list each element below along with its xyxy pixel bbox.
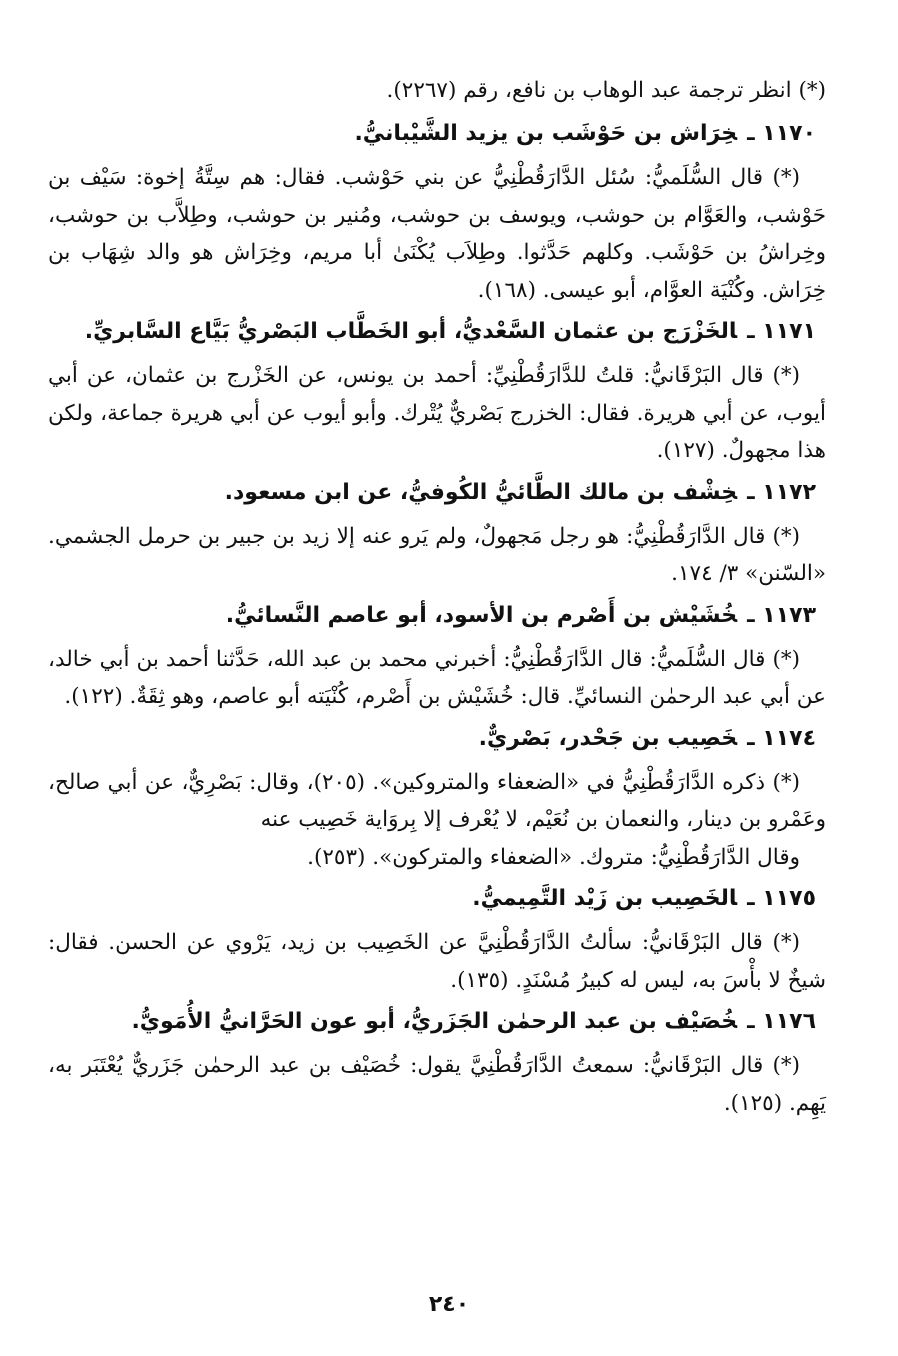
entry-title: خُشَيْش بن أَصْرم بن الأسود، أبو عاصم النَّسائيُّ. bbox=[225, 602, 738, 628]
entry-heading bbox=[48, 478, 816, 508]
entry-body: (*) قال البَرْقَانيُّ: قلتُ للدَّارَقُطْنِيِّ: أحمد بن يونس، عن الخَزْرج بن عثمان، عن أبي أيوب، عن أبي هريرة. فقال: الخزرج بَصْريٌّ يُتْرك. وأبو أيوب عن أبي هريرة جماعة، ولكن هذا مجهولٌ. (١٢٧). bbox=[48, 363, 826, 463]
entry-body-continuation: وقال الدَّارَقُطْنِيُّ: متروك. «الضعفاء والمتركون». (٢٥٣). bbox=[307, 844, 800, 870]
entry-body: (*) قال البَرْقَانيُّ: سألتُ الدَّارَقُطْنِيَّ عن الخَصِيب بن زيد، يَرْوي عن الحسن. فقال: شيخٌ لا بأْسَ به، ليس له كبيرُ مُسْنَدٍ. (١٣٥). bbox=[48, 930, 826, 993]
entry-title: خَصِيب بن جَحْدر، بَصْريٌّ. bbox=[478, 725, 738, 751]
entry-heading bbox=[48, 317, 816, 347]
entry-1176 bbox=[48, 1007, 826, 1122]
entry-title: الخَصِيب بن زَيْد التَّمِيميُّ. bbox=[472, 886, 738, 911]
page-number: ٢٤٠ bbox=[428, 1292, 470, 1317]
entry-1174 bbox=[48, 724, 826, 877]
entry-number: ١١٧٢ ـ bbox=[747, 479, 816, 505]
entry-title: خِشْف بن مالك الطَّائيُّ الكُوفيُّ، عن ابن مسعود. bbox=[224, 479, 738, 505]
entry-heading bbox=[48, 884, 816, 914]
entry-number: ١١٧١ ـ bbox=[747, 319, 816, 344]
entry-title: الخَزْرَج بن عثمان السَّعْديُّ، أبو الخَطَّاب البَصْريُّ بَيَّاع السَّابريِّ. bbox=[84, 319, 738, 344]
entry-1170 bbox=[48, 119, 826, 309]
entry-number: ١١٧٤ ـ bbox=[747, 725, 816, 751]
entry-1173 bbox=[48, 601, 826, 716]
entry-1172 bbox=[48, 478, 826, 593]
entry-number: ١١٧٣ ـ bbox=[747, 602, 816, 628]
entry-body bbox=[48, 764, 826, 877]
entry-heading bbox=[48, 1007, 816, 1037]
entry-heading bbox=[48, 601, 816, 631]
entry-number: ١١٧٠ ـ bbox=[747, 121, 816, 146]
entry-heading bbox=[48, 724, 816, 754]
entry-body: (*) قال السُّلَميُّ: قال الدَّارَقُطْنِيُّ: أخبرني محمد بن عبد الله، حَدَّثنا أحمد بن أبي خالد، عن أبي عبد الرحمٰن النسائيِّ. قال: خُشَيْش بن أَصْرم، كُنْيَته أبو عاصم، وهو ثِقَةٌ. (١٢٢). bbox=[48, 646, 826, 709]
entry-heading bbox=[48, 119, 816, 149]
entry-1171 bbox=[48, 317, 826, 470]
entry-number: ١١٧٥ ـ bbox=[747, 886, 816, 911]
entry-body-text: (*) ذكره الدَّارَقُطْنِيُّ في «الضعفاء والمتروكين». (٢٠٥)، وقال: بَصْرِيٌّ، عن أبي صالح، وعَمْرو بن دينار، والنعمان بن نُعَيْم، لا يُعْرف إلا بِروَاية خَصِيب عنه bbox=[48, 769, 826, 832]
entry-number: ١١٧٦ ـ bbox=[747, 1009, 816, 1034]
entry-title: خُصَيْف بن عبد الرحمٰن الجَزَريُّ، أبو عون الحَرَّانيُّ الأُمَويُّ. bbox=[131, 1009, 738, 1034]
entry-title: خِرَاش بن حَوْشَب بن يزيد الشَّيْبانيُّ. bbox=[354, 121, 738, 146]
entry-body: (*) قال السُّلَميُّ: سُئل الدَّارَقُطْنِيُّ عن بني حَوْشب. فقال: هم سِتَّةُ إخوة: سَيْف بن حَوْشب، والعَوَّام بن حوشب، ويوسف بن حوشب، ومُنير بن حوشب، وطِلاَّب بن حوشب، وخِراشُ بن حَوْشَب. وكلهم حَدَّثوا. وطِلاَب يُكْنَىٰ أبا مريم، وخِرَاش هو والد شِهَاب بن خِرَاش. وكُنْيَة العوَّام، أبو عيسى. (١٦٨). bbox=[48, 165, 826, 303]
entry-body: (*) قال البَرْقَانيُّ: سمعتُ الدَّارَقُطْنِيَّ يقول: خُصَيْف بن عبد الرحمٰن جَزَريٌّ يُعْتَبَر به، يَهِم. (١٢٥). bbox=[48, 1053, 826, 1116]
entry-1175 bbox=[48, 884, 826, 999]
footnote-reference: (*) انظر ترجمة عبد الوهاب بن نافع، رقم (٢٢٦٧). bbox=[386, 78, 826, 103]
entry-body: (*) قال الدَّارَقُطْنِيُّ: هو رجل مَجهولٌ، ولم يَرو عنه إلا زيد بن جبير بن حرمل الجشمي. «السّنن» ٣/ ١٧٤. bbox=[48, 523, 826, 586]
